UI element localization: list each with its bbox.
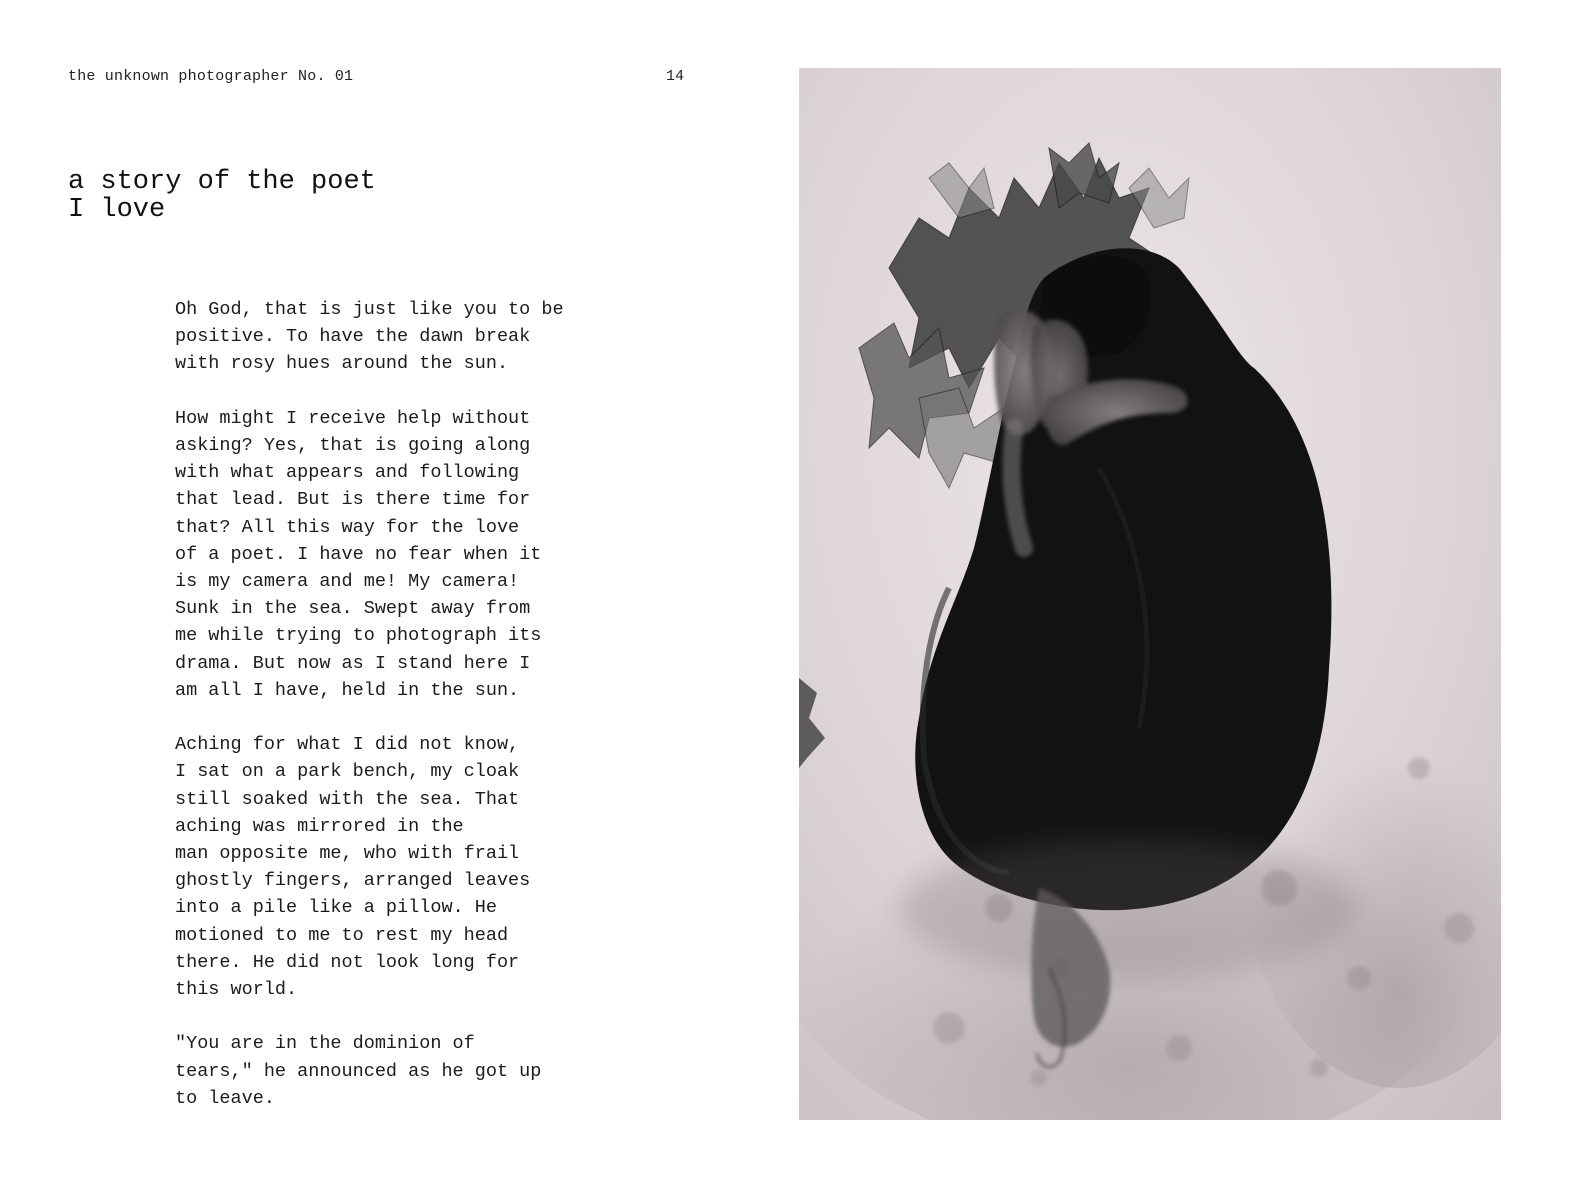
text-line: man opposite me, who with frail	[175, 843, 520, 865]
article-title	[68, 168, 376, 224]
text-line: How might I receive help without	[175, 407, 531, 429]
text-line: motioned to me to rest my head	[175, 924, 509, 946]
article-body	[175, 296, 595, 1139]
text-line: to leave.	[175, 1087, 275, 1109]
text-line: am all I have, held in the sun.	[175, 679, 520, 701]
paragraph	[175, 405, 595, 704]
text-line: me while trying to photograph its	[175, 625, 542, 647]
text-line: I sat on a park bench, my cloak	[175, 761, 520, 783]
text-line: of a poet. I have no fear when it	[175, 543, 542, 565]
text-line: there. He did not look long for	[175, 951, 520, 973]
text-line: tears," he announced as he got up	[175, 1060, 542, 1082]
text-line: positive. To have the dawn break	[175, 326, 531, 348]
article-title-line: I love	[68, 195, 166, 225]
text-line: aching was mirrored in the	[175, 815, 464, 837]
text-line: this world.	[175, 979, 298, 1001]
paragraph	[175, 1030, 595, 1112]
text-line: is my camera and me! My camera!	[175, 571, 520, 593]
paragraph	[175, 296, 595, 378]
text-line: that lead. But is there time for	[175, 489, 531, 511]
photograph-curled-figure	[799, 68, 1501, 1120]
paragraph	[175, 731, 595, 1003]
text-line: ghostly fingers, arranged leaves	[175, 870, 531, 892]
text-line: that? All this way for the love	[175, 516, 520, 538]
article-title-line: a story of the poet	[68, 167, 376, 197]
figure-shadow	[899, 838, 1359, 978]
page-number: 14	[666, 68, 685, 85]
text-line: "You are in the dominion of	[175, 1033, 475, 1055]
text-line: Sunk in the sea. Swept away from	[175, 598, 531, 620]
text-line: asking? Yes, that is going along	[175, 435, 531, 456]
text-line: with what appears and following	[175, 462, 520, 484]
text-line: into a pile like a pillow. He	[175, 897, 497, 919]
publication-title: the unknown photographer No. 01	[68, 68, 354, 85]
text-line: drama. But now as I stand here I	[175, 652, 531, 674]
text-line: Aching for what I did not know,	[175, 734, 520, 756]
text-line: with rosy hues around the sun.	[175, 353, 509, 375]
photo-illustration	[799, 68, 1501, 1120]
text-line: still soaked with the sea. That	[175, 788, 520, 810]
text-line: Oh God, that is just like you to be	[175, 299, 564, 320]
